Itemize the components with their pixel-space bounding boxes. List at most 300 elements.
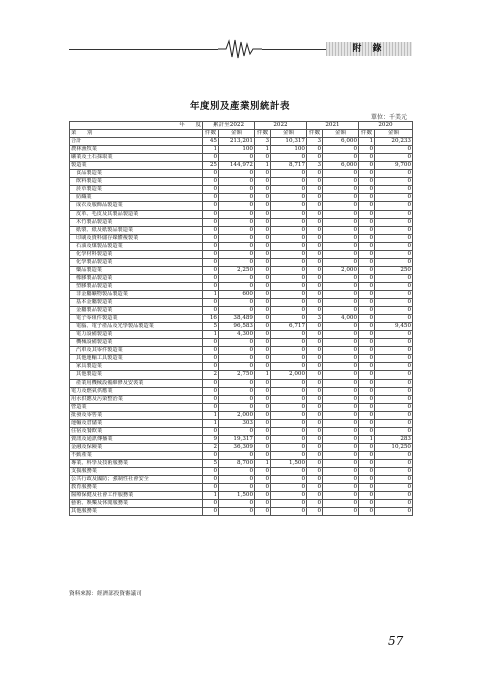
count-cell: 0 bbox=[203, 395, 219, 403]
amount-cell: 1,500 bbox=[271, 459, 307, 467]
amount-cell: 0 bbox=[375, 307, 413, 315]
industry-label: 批發及零售業 bbox=[70, 411, 203, 419]
count-cell: 0 bbox=[255, 250, 271, 258]
industry-label: 合計 bbox=[70, 138, 203, 146]
amount-cell: 0 bbox=[323, 154, 359, 162]
amount-cell: 0 bbox=[323, 178, 359, 186]
count-cell: 0 bbox=[203, 242, 219, 250]
count-cell: 0 bbox=[203, 355, 219, 363]
amount-cell: 2,000 bbox=[271, 371, 307, 379]
count-cell: 0 bbox=[203, 363, 219, 371]
count-cell: 0 bbox=[359, 146, 375, 154]
amount-cell: 0 bbox=[219, 363, 255, 371]
count-cell: 0 bbox=[307, 194, 323, 202]
count-cell: 0 bbox=[307, 443, 323, 451]
count-cell: 3 bbox=[255, 138, 271, 146]
table-row bbox=[70, 242, 413, 250]
table-row bbox=[70, 476, 413, 484]
count-cell: 0 bbox=[307, 234, 323, 242]
count-cell: 0 bbox=[359, 266, 375, 274]
count-cell: 0 bbox=[203, 347, 219, 355]
amount-cell: 0 bbox=[375, 299, 413, 307]
industry-label: 其他服務業 bbox=[70, 508, 203, 516]
count-cell: 0 bbox=[203, 266, 219, 274]
count-cell: 0 bbox=[255, 468, 271, 476]
amount-cell: 0 bbox=[271, 403, 307, 411]
amount-cell: 19,317 bbox=[219, 435, 255, 443]
amount-cell: 0 bbox=[323, 218, 359, 226]
amount-cell: 0 bbox=[375, 508, 413, 516]
amount-cell: 0 bbox=[219, 258, 255, 266]
count-cell: 0 bbox=[307, 250, 323, 258]
industry-label: 用水供應及污染整治業 bbox=[70, 395, 203, 403]
amount-cell: 0 bbox=[219, 500, 255, 508]
count-cell: 0 bbox=[307, 146, 323, 154]
amount-cell: 0 bbox=[323, 170, 359, 178]
amount-cell: 0 bbox=[323, 234, 359, 242]
industry-label: 成衣及服飾品製造業 bbox=[70, 202, 203, 210]
amount-cell: 0 bbox=[219, 202, 255, 210]
count-cell: 0 bbox=[307, 202, 323, 210]
count-cell: 0 bbox=[359, 371, 375, 379]
amount-cell: 0 bbox=[271, 363, 307, 371]
amount-cell: 0 bbox=[219, 484, 255, 492]
count-cell: 0 bbox=[255, 403, 271, 411]
count-cell: 0 bbox=[255, 234, 271, 242]
amount-cell: 0 bbox=[323, 290, 359, 298]
count-cell: 0 bbox=[307, 331, 323, 339]
count-cell: 0 bbox=[307, 451, 323, 459]
amount-cell: 0 bbox=[219, 242, 255, 250]
industry-label: 礦業及土石採取業 bbox=[70, 154, 203, 162]
count-cell: 1 bbox=[203, 419, 219, 427]
industry-label: 非金屬礦物製品製造業 bbox=[70, 290, 203, 298]
amount-header: 金額 bbox=[375, 130, 413, 138]
amount-cell: 0 bbox=[323, 146, 359, 154]
amount-cell: 0 bbox=[323, 282, 359, 290]
count-cell: 0 bbox=[255, 411, 271, 419]
count-cell: 1 bbox=[203, 290, 219, 298]
count-cell: 0 bbox=[255, 419, 271, 427]
count-cell: 0 bbox=[255, 347, 271, 355]
table-row bbox=[70, 274, 413, 282]
count-header: 件數 bbox=[255, 130, 271, 138]
count-cell: 0 bbox=[359, 363, 375, 371]
amount-cell: 0 bbox=[271, 186, 307, 194]
count-cell: 0 bbox=[359, 459, 375, 467]
amount-cell: 0 bbox=[271, 379, 307, 387]
industry-label: 化學製品製造業 bbox=[70, 258, 203, 266]
amount-cell: 0 bbox=[323, 339, 359, 347]
year-header: 2022 bbox=[255, 122, 307, 130]
amount-cell: 0 bbox=[375, 234, 413, 242]
amount-cell: 2,250 bbox=[219, 266, 255, 274]
table-row bbox=[70, 218, 413, 226]
amount-cell: 0 bbox=[219, 210, 255, 218]
count-cell: 0 bbox=[307, 500, 323, 508]
count-cell: 0 bbox=[307, 403, 323, 411]
amount-cell: 0 bbox=[375, 290, 413, 298]
count-cell: 0 bbox=[255, 299, 271, 307]
count-cell: 0 bbox=[255, 484, 271, 492]
count-cell: 0 bbox=[307, 290, 323, 298]
count-cell: 9 bbox=[203, 435, 219, 443]
amount-cell: 0 bbox=[375, 476, 413, 484]
amount-cell: 0 bbox=[323, 451, 359, 459]
amount-cell: 0 bbox=[271, 299, 307, 307]
amount-cell: 0 bbox=[271, 170, 307, 178]
count-cell: 0 bbox=[307, 339, 323, 347]
count-cell: 0 bbox=[359, 484, 375, 492]
amount-cell: 0 bbox=[271, 419, 307, 427]
industry-label: 公共行政及國防；強制性社會安全 bbox=[70, 476, 203, 484]
count-cell: 0 bbox=[203, 468, 219, 476]
count-cell: 0 bbox=[255, 476, 271, 484]
amount-cell: 0 bbox=[271, 435, 307, 443]
count-cell: 0 bbox=[307, 307, 323, 315]
count-cell: 0 bbox=[203, 299, 219, 307]
statistics-table bbox=[69, 121, 413, 516]
table-row bbox=[70, 323, 413, 331]
count-cell: 0 bbox=[203, 202, 219, 210]
count-cell: 0 bbox=[307, 419, 323, 427]
amount-cell: 0 bbox=[323, 202, 359, 210]
industry-label: 紙漿、紙及紙製品製造業 bbox=[70, 226, 203, 234]
count-cell: 1 bbox=[255, 162, 271, 170]
count-cell: 0 bbox=[203, 186, 219, 194]
page-number: 57 bbox=[388, 634, 404, 648]
amount-cell: 6,000 bbox=[323, 162, 359, 170]
table-row bbox=[70, 435, 413, 443]
amount-cell: 0 bbox=[375, 387, 413, 395]
count-cell: 0 bbox=[255, 443, 271, 451]
amount-cell: 38,489 bbox=[219, 315, 255, 323]
industry-label: 其他製造業 bbox=[70, 371, 203, 379]
amount-cell: 0 bbox=[219, 339, 255, 347]
amount-cell: 0 bbox=[219, 186, 255, 194]
amount-header: 金額 bbox=[323, 130, 359, 138]
amount-cell: 144,972 bbox=[219, 162, 255, 170]
count-cell: 0 bbox=[203, 250, 219, 258]
amount-cell: 0 bbox=[375, 218, 413, 226]
table-row bbox=[70, 307, 413, 315]
count-header: 件數 bbox=[203, 130, 219, 138]
table-row bbox=[70, 347, 413, 355]
amount-cell: 0 bbox=[271, 395, 307, 403]
count-header: 件數 bbox=[359, 130, 375, 138]
industry-label: 木竹製品製造業 bbox=[70, 218, 203, 226]
count-cell: 0 bbox=[203, 387, 219, 395]
count-cell: 0 bbox=[307, 226, 323, 234]
count-cell: 0 bbox=[255, 154, 271, 162]
amount-cell: 0 bbox=[271, 307, 307, 315]
amount-cell: 0 bbox=[375, 355, 413, 363]
count-cell: 0 bbox=[307, 508, 323, 516]
table-row bbox=[70, 315, 413, 323]
amount-cell: 0 bbox=[219, 234, 255, 242]
amount-cell: 0 bbox=[323, 435, 359, 443]
amount-cell: 0 bbox=[271, 266, 307, 274]
count-cell: 0 bbox=[255, 266, 271, 274]
count-cell: 0 bbox=[255, 202, 271, 210]
amount-cell: 0 bbox=[375, 178, 413, 186]
count-cell: 0 bbox=[255, 210, 271, 218]
amount-cell: 0 bbox=[323, 500, 359, 508]
amount-cell: 0 bbox=[323, 468, 359, 476]
industry-label: 家具製造業 bbox=[70, 363, 203, 371]
table-row bbox=[70, 186, 413, 194]
count-cell: 0 bbox=[307, 476, 323, 484]
count-cell: 0 bbox=[255, 323, 271, 331]
table-row bbox=[70, 202, 413, 210]
amount-cell: 2,000 bbox=[323, 266, 359, 274]
table-row bbox=[70, 427, 413, 435]
count-cell: 0 bbox=[203, 484, 219, 492]
amount-cell: 0 bbox=[271, 476, 307, 484]
industry-label: 農林漁牧業 bbox=[70, 146, 203, 154]
count-cell: 0 bbox=[307, 170, 323, 178]
count-cell: 0 bbox=[255, 226, 271, 234]
industry-label: 飲料製造業 bbox=[70, 178, 203, 186]
count-cell: 0 bbox=[359, 250, 375, 258]
amount-cell: 0 bbox=[375, 459, 413, 467]
amount-cell: 0 bbox=[323, 411, 359, 419]
count-cell: 3 bbox=[307, 315, 323, 323]
count-cell: 0 bbox=[203, 218, 219, 226]
amount-cell: 0 bbox=[271, 355, 307, 363]
amount-cell: 36,309 bbox=[219, 443, 255, 451]
industry-label: 菸草製造業 bbox=[70, 186, 203, 194]
table-row bbox=[70, 492, 413, 500]
amount-cell: 8,700 bbox=[219, 459, 255, 467]
amount-cell: 0 bbox=[271, 468, 307, 476]
count-cell: 1 bbox=[203, 331, 219, 339]
table-row bbox=[70, 500, 413, 508]
amount-cell: 0 bbox=[375, 468, 413, 476]
count-cell: 1 bbox=[359, 138, 375, 146]
amount-cell: 0 bbox=[375, 451, 413, 459]
amount-cell: 0 bbox=[375, 154, 413, 162]
industry-label: 醫療保健及社會工作服務業 bbox=[70, 492, 203, 500]
industry-label: 橡膠製品製造業 bbox=[70, 274, 203, 282]
amount-cell: 0 bbox=[323, 186, 359, 194]
count-cell: 0 bbox=[359, 419, 375, 427]
amount-cell: 0 bbox=[323, 379, 359, 387]
amount-cell: 0 bbox=[219, 379, 255, 387]
amount-cell: 0 bbox=[323, 250, 359, 258]
count-cell: 0 bbox=[255, 500, 271, 508]
amount-cell: 0 bbox=[219, 508, 255, 516]
count-cell: 0 bbox=[203, 178, 219, 186]
amount-cell: 0 bbox=[323, 355, 359, 363]
count-cell: 0 bbox=[359, 282, 375, 290]
amount-cell: 0 bbox=[375, 403, 413, 411]
amount-cell: 0 bbox=[271, 315, 307, 323]
count-cell: 0 bbox=[203, 170, 219, 178]
table-row bbox=[70, 170, 413, 178]
count-cell: 0 bbox=[359, 379, 375, 387]
industry-label: 專業、科學及技術服務業 bbox=[70, 459, 203, 467]
count-cell: 0 bbox=[255, 363, 271, 371]
amount-cell: 0 bbox=[375, 339, 413, 347]
amount-cell: 0 bbox=[323, 258, 359, 266]
amount-cell: 600 bbox=[219, 290, 255, 298]
amount-cell: 0 bbox=[375, 202, 413, 210]
table-body bbox=[70, 138, 413, 516]
amount-cell: 0 bbox=[271, 290, 307, 298]
amount-cell: 0 bbox=[375, 258, 413, 266]
table-row bbox=[70, 371, 413, 379]
industry-label: 支援服務業 bbox=[70, 468, 203, 476]
amount-cell: 0 bbox=[323, 242, 359, 250]
amount-cell: 2,750 bbox=[219, 371, 255, 379]
amount-cell: 0 bbox=[323, 307, 359, 315]
industry-label: 皮革、毛皮及其製品製造業 bbox=[70, 210, 203, 218]
amount-cell: 0 bbox=[323, 443, 359, 451]
industry-label: 教育服務業 bbox=[70, 484, 203, 492]
table-row bbox=[70, 138, 413, 146]
amount-cell: 0 bbox=[219, 218, 255, 226]
amount-cell: 0 bbox=[271, 427, 307, 435]
count-cell: 0 bbox=[255, 387, 271, 395]
count-cell: 0 bbox=[307, 186, 323, 194]
count-cell: 0 bbox=[203, 274, 219, 282]
amount-cell: 0 bbox=[219, 476, 255, 484]
count-cell: 0 bbox=[359, 162, 375, 170]
amount-cell: 0 bbox=[219, 154, 255, 162]
count-cell: 1 bbox=[255, 371, 271, 379]
amount-cell: 0 bbox=[271, 178, 307, 186]
count-cell: 0 bbox=[359, 307, 375, 315]
table-row bbox=[70, 387, 413, 395]
count-cell: 2 bbox=[203, 371, 219, 379]
amount-cell: 0 bbox=[375, 186, 413, 194]
count-cell: 0 bbox=[359, 403, 375, 411]
count-cell: 0 bbox=[255, 315, 271, 323]
amount-cell: 0 bbox=[323, 459, 359, 467]
amount-cell: 0 bbox=[219, 178, 255, 186]
amount-cell: 0 bbox=[219, 226, 255, 234]
amount-cell: 0 bbox=[323, 427, 359, 435]
amount-cell: 0 bbox=[219, 427, 255, 435]
count-cell: 0 bbox=[307, 484, 323, 492]
count-cell: 0 bbox=[359, 387, 375, 395]
table-row bbox=[70, 194, 413, 202]
amount-cell: 0 bbox=[271, 242, 307, 250]
industry-label: 塑膠製品製造業 bbox=[70, 282, 203, 290]
table-row bbox=[70, 234, 413, 242]
amount-cell: 0 bbox=[375, 484, 413, 492]
amount-cell: 0 bbox=[271, 500, 307, 508]
count-cell: 0 bbox=[255, 339, 271, 347]
count-cell: 0 bbox=[359, 411, 375, 419]
amount-cell: 0 bbox=[219, 299, 255, 307]
amount-cell: 0 bbox=[323, 484, 359, 492]
table-row bbox=[70, 419, 413, 427]
amount-cell: 0 bbox=[219, 355, 255, 363]
amount-cell: 250 bbox=[375, 266, 413, 274]
table-row bbox=[70, 250, 413, 258]
amount-cell: 0 bbox=[323, 395, 359, 403]
amount-cell: 4,000 bbox=[323, 315, 359, 323]
table-row bbox=[70, 403, 413, 411]
table-row bbox=[70, 258, 413, 266]
amount-cell: 0 bbox=[375, 226, 413, 234]
table-row bbox=[70, 178, 413, 186]
count-cell: 0 bbox=[203, 500, 219, 508]
table-row bbox=[70, 355, 413, 363]
amount-cell: 0 bbox=[375, 331, 413, 339]
amount-cell: 0 bbox=[271, 339, 307, 347]
appendix-tab: 附 錄 bbox=[326, 42, 412, 56]
count-cell: 0 bbox=[359, 258, 375, 266]
amount-cell: 0 bbox=[271, 508, 307, 516]
table-row bbox=[70, 484, 413, 492]
count-header: 件數 bbox=[307, 130, 323, 138]
count-cell: 0 bbox=[255, 218, 271, 226]
count-cell: 0 bbox=[255, 170, 271, 178]
count-cell: 0 bbox=[307, 266, 323, 274]
header-row-years bbox=[70, 122, 413, 130]
count-cell: 0 bbox=[359, 492, 375, 500]
count-cell: 0 bbox=[359, 427, 375, 435]
count-cell: 0 bbox=[307, 435, 323, 443]
industry-label: 藝術、娛樂及休閒服務業 bbox=[70, 500, 203, 508]
table-row bbox=[70, 146, 413, 154]
table-row bbox=[70, 210, 413, 218]
count-cell: 0 bbox=[203, 451, 219, 459]
amount-cell: 0 bbox=[375, 427, 413, 435]
amount-cell: 0 bbox=[219, 170, 255, 178]
count-cell: 25 bbox=[203, 162, 219, 170]
amount-cell: 0 bbox=[271, 347, 307, 355]
count-cell: 0 bbox=[203, 427, 219, 435]
source-note: 資料來源：經濟部投資審議司 bbox=[69, 591, 142, 597]
amount-cell: 0 bbox=[323, 387, 359, 395]
industry-label: 紡織業 bbox=[70, 194, 203, 202]
count-cell: 0 bbox=[359, 500, 375, 508]
amount-cell: 0 bbox=[375, 210, 413, 218]
amount-cell: 9,700 bbox=[375, 162, 413, 170]
amount-cell: 0 bbox=[375, 419, 413, 427]
table-row bbox=[70, 363, 413, 371]
amount-cell: 283 bbox=[375, 435, 413, 443]
count-cell: 0 bbox=[307, 387, 323, 395]
table-row bbox=[70, 282, 413, 290]
count-cell: 0 bbox=[255, 307, 271, 315]
industry-label: 石油及煤製品製造業 bbox=[70, 242, 203, 250]
count-cell: 0 bbox=[359, 170, 375, 178]
industry-label: 金屬製品製造業 bbox=[70, 307, 203, 315]
industry-label: 電子零組件製造業 bbox=[70, 315, 203, 323]
industry-label: 資訊及通訊傳播業 bbox=[70, 435, 203, 443]
amount-cell: 0 bbox=[375, 194, 413, 202]
amount-cell: 6,717 bbox=[271, 323, 307, 331]
amount-cell: 0 bbox=[271, 443, 307, 451]
count-cell: 1 bbox=[203, 411, 219, 419]
table-row bbox=[70, 459, 413, 467]
table-row bbox=[70, 443, 413, 451]
amount-cell: 96,583 bbox=[219, 323, 255, 331]
count-cell: 0 bbox=[359, 226, 375, 234]
page-title: 年度別及產業別統計表 bbox=[189, 101, 290, 112]
table-row bbox=[70, 339, 413, 347]
count-cell: 0 bbox=[359, 218, 375, 226]
count-cell: 0 bbox=[307, 274, 323, 282]
amount-cell: 0 bbox=[219, 451, 255, 459]
amount-cell: 0 bbox=[375, 500, 413, 508]
count-cell: 0 bbox=[307, 242, 323, 250]
